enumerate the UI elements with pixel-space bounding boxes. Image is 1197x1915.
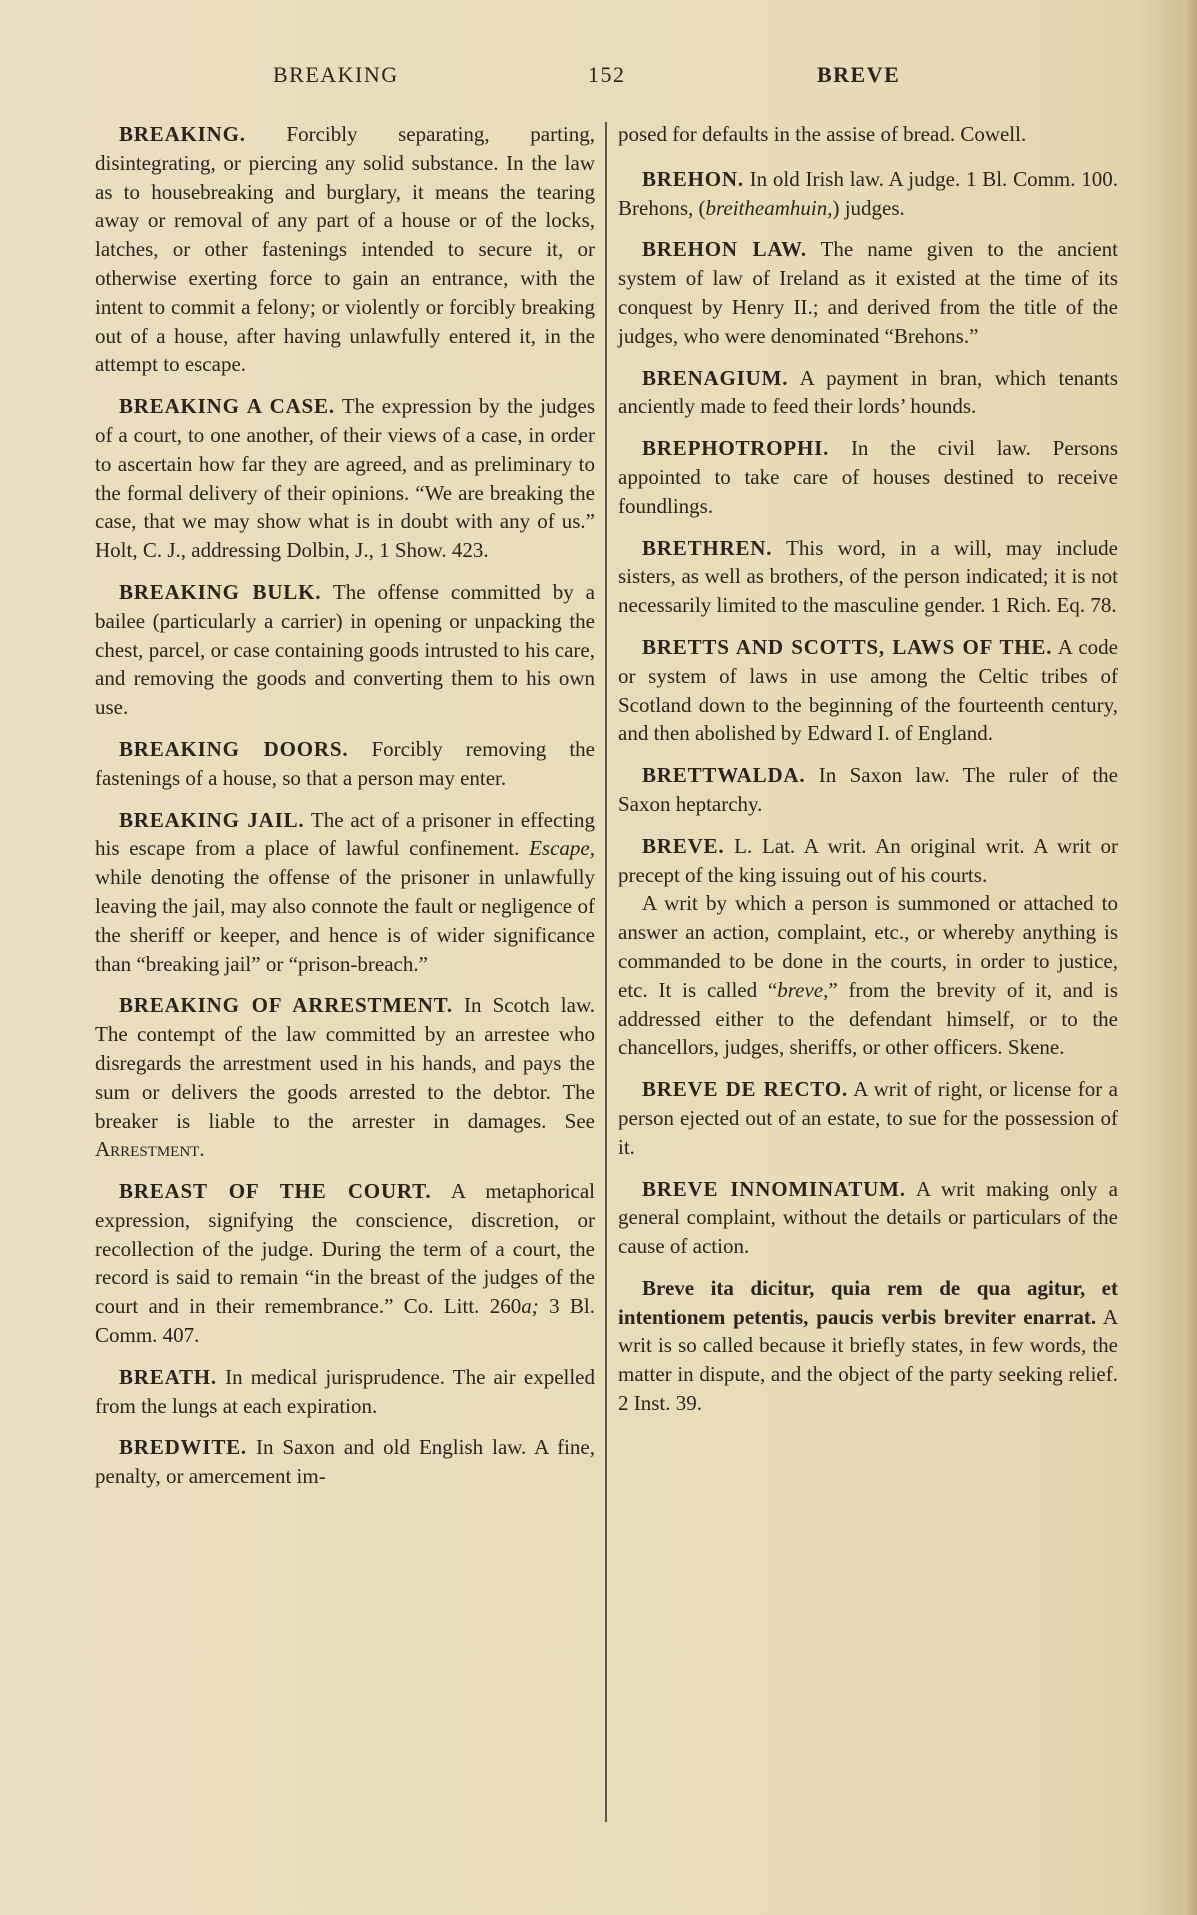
- definition: posed for defaults in the assise of bread. Cowell.: [618, 122, 1027, 146]
- definition: Forcibly separating, parting, disintegrating, or piercing any solid substance. In the law as to housebreaking and burglary, it means the tearing away or removal of any part of a house or of the locks, latches, or other fastenings intended to secure it, or otherwise exerting force to gain an entrance, with the intent to commit a felony; or violently or forcibly breaking out of a house, after having unlawfully entered it, in the attempt to escape.: [95, 122, 595, 377]
- headword: BREDWITE.: [119, 1435, 247, 1460]
- definition: The expression by the judges of a court, to one another, of their views of a case, in order to ascertain how far they are agreed, and as preliminary to the formal delivery of their opinions. “We are breaking the case, that we may show what is in doubt with any of us.” Holt, C. J., addressing Dolbin, J., 1 Show. 423.: [95, 394, 595, 563]
- definition: The name given to the ancient system of law of Ireland as it existed at the time of its conquest by Henry II.; and derived from the title of the judges, who were denominated “Brehons.”: [618, 237, 1118, 348]
- headword: BRETTS AND SCOTTS, LAWS OF THE.: [642, 634, 1053, 659]
- headword: BREAKING DOORS.: [119, 736, 349, 761]
- definition: A writ is so called because it briefly states, in few words, the matter in dispute, and the object of the party seeking relief. 2 Inst. 39.: [618, 1304, 1118, 1416]
- headword: BREPHOTROPHI.: [642, 436, 830, 461]
- entry-breath: [95, 1363, 595, 1421]
- headword: BREVE INNOMINATUM.: [642, 1176, 906, 1201]
- headword: BREAKING OF ARRESTMENT.: [119, 993, 453, 1018]
- definition: In Saxon law. The ruler of the Saxon heptarchy.: [618, 763, 1119, 816]
- definition: A writ of right, or license for a person ejected out of an estate, to sue for the possession of it.: [618, 1077, 1118, 1159]
- headword: BREVE DE RECTO.: [642, 1077, 848, 1102]
- headword: BREAKING BULK.: [119, 579, 322, 604]
- definition: L. Lat. A writ. An original writ. A writ or precept of the king issuing out of his courts.: [618, 833, 1119, 887]
- definition: A writ making only a general complaint, without the details or particulars of the cause of action.: [618, 1176, 1119, 1259]
- cross-reference: Escape,: [529, 836, 595, 861]
- entry-breaking-a-case: [95, 392, 595, 565]
- definition: In medical jurisprudence. The air expelled from the lungs at each expiration.: [95, 1364, 595, 1418]
- definition: while denoting the offense of the prisoner in unlawfully leaving the jail, may also connote the fault or negligence of the sheriff or keeper, and hence is of wider significance than “breaking jail” or “prison-breach.”: [95, 865, 595, 976]
- definition: 3 Bl. Comm. 407.: [95, 1294, 595, 1348]
- entry-bredwite: [95, 1433, 595, 1491]
- left-column: [95, 120, 595, 1504]
- entry-brettwalda: [618, 761, 1118, 819]
- entry-brethren: [618, 534, 1118, 620]
- headword: BREAKING A CASE.: [119, 394, 335, 419]
- running-header: [95, 62, 1120, 98]
- entry-bretts-and-scotts: [618, 633, 1118, 748]
- entry-breve: [618, 832, 1118, 890]
- entry-brenagium: [618, 364, 1118, 422]
- headword: BREAKING JAIL.: [119, 807, 305, 832]
- headword: BRETHREN.: [642, 535, 773, 560]
- citation-italic: a;: [521, 1294, 539, 1319]
- cross-reference: Arrestment.: [95, 1137, 205, 1162]
- entry-breaking-of-arrestment: [95, 991, 595, 1164]
- entry-breaking-jail: [95, 806, 595, 979]
- definition: A code or system of laws in use among the Celtic tribes of Scotland down to the beginning of the fourteenth century, and then abolished by Edward I. of England.: [618, 634, 1119, 746]
- latin-maxim: Breve ita dicitur, quia rem de qua agitur, et intentionem petentis, paucis verbis breviter enarrat.: [618, 1275, 1118, 1329]
- definition: The offense committed by a bailee (particularly a carrier) in opening or unpacking the chest, parcel, or case containing goods intrusted to his care, and removing the goods and converting them to his own use.: [95, 579, 595, 720]
- page-number: 152: [588, 62, 626, 87]
- headword: BREAKING.: [119, 122, 246, 146]
- definition: This word, in a will, may include sisters, as well as brothers, of the person indicated; it is not necessarily limited to the masculine gender. 1 Rich. Eq. 78.: [618, 535, 1118, 618]
- definition: In old Irish law. A judge. 1 Bl. Comm. 100. Brehons, (: [618, 166, 1118, 220]
- entry-breve-de-recto: [618, 1075, 1118, 1161]
- entry-breast-of-the-court: [95, 1177, 595, 1350]
- definition: Forcibly removing the fastenings of a house, so that a person may enter.: [95, 736, 596, 790]
- definition: In the civil law. Persons appointed to take care of houses destined to receive foundlings.: [618, 436, 1118, 518]
- column-divider: [605, 122, 607, 1822]
- definition: The act of a prisoner in effecting his escape from a place of lawful confinement.: [95, 807, 595, 861]
- headword: BRENAGIUM.: [642, 365, 789, 390]
- headword: BREHON LAW.: [642, 237, 807, 262]
- entry-brephotrophi: [618, 434, 1118, 520]
- header-left-guide-word: BREAKING: [273, 62, 399, 87]
- entry-breve-innominatum: [618, 1175, 1118, 1261]
- headword: BREHON.: [642, 166, 744, 191]
- entry-breve-paragraph-2: [618, 889, 1118, 1062]
- entry-bredwite-continued: [618, 120, 1118, 149]
- entry-breaking-doors: [95, 735, 595, 793]
- entry-breaking-bulk: [95, 578, 595, 722]
- entry-brehon-law: [618, 235, 1118, 350]
- headword: BREVE.: [642, 833, 725, 858]
- entry-breve-ita-dicitur: [618, 1274, 1118, 1418]
- definition: ” from the brevity of it, and is addressed either to the defendant himself, or to the chancellors, judges, sheriffs, or other officers. Skene.: [618, 977, 1118, 1060]
- definition: A metaphorical expression, signifying the conscience, discretion, or recollection of the judge. During the term of a court, the record is said to remain “in the breast of the judges of the court and in their remembrance.” Co. Litt. 260: [95, 1179, 595, 1319]
- headword: BREAST OF THE COURT.: [119, 1179, 432, 1204]
- entry-breaking: [95, 120, 595, 379]
- definition: A payment in bran, which tenants anciently made to feed their lords’ hounds.: [618, 365, 1118, 419]
- header-right-guide-word: BREVE: [817, 62, 901, 87]
- right-column: [618, 120, 1118, 1431]
- term-italic: breitheamhuin,: [705, 195, 833, 220]
- definition: ) judges.: [832, 195, 905, 220]
- definition: In Saxon and old English law. A fine, penalty, or amercement im-: [95, 1435, 595, 1489]
- headword: BREATH.: [119, 1364, 217, 1389]
- term-italic: breve,: [777, 977, 829, 1002]
- page-edge: [1183, 0, 1197, 1915]
- headword: BRETTWALDA.: [642, 763, 806, 788]
- entry-brehon: [618, 165, 1118, 223]
- definition: A writ by which a person is summoned or attached to answer an action, complaint, etc., or whereby anything is commanded to be done in the courts, in order to justice, etc. It is called “: [618, 891, 1118, 1002]
- definition: In Scotch law. The contempt of the law committed by an arrestee who disregards the arrestment used in his hands, and pays the sum or delivers the goods arrested to the debtor. The breaker is liable to the arrester in damages. See: [95, 993, 595, 1133]
